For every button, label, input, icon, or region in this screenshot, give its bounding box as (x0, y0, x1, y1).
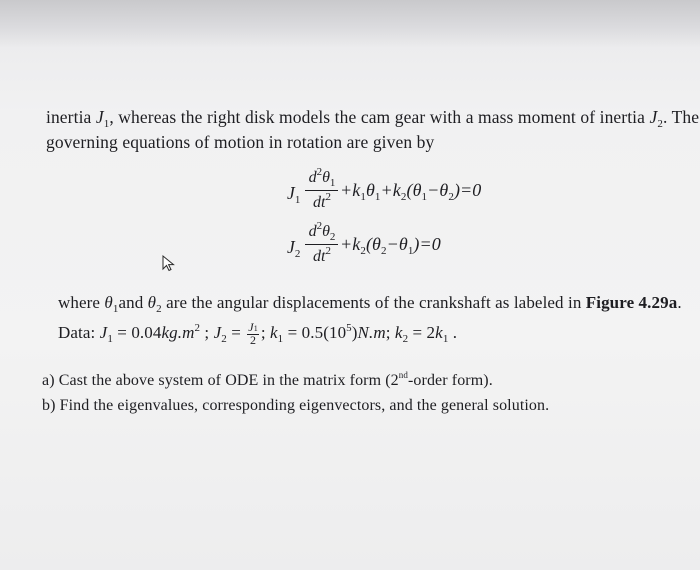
text: inertia (46, 107, 96, 127)
text: = 0.5(10 (283, 323, 347, 342)
sub: 1 (329, 177, 336, 189)
sup: 2 (316, 166, 323, 178)
sub: 1 (253, 324, 258, 334)
sub: 1 (374, 191, 381, 203)
symbol-J1: J (95, 107, 104, 127)
text: . The (662, 107, 700, 127)
symbol-k1: k (435, 323, 443, 342)
text: dt (313, 248, 326, 265)
mouse-cursor-icon (160, 254, 178, 272)
symbol-k1: k (270, 323, 278, 342)
sub: 2 (402, 333, 409, 345)
symbol-theta1: θ (104, 293, 113, 312)
text: dt (313, 194, 326, 211)
symbol-k2: k (394, 323, 403, 342)
text: θ (322, 223, 330, 240)
inline-fraction (247, 322, 259, 346)
text: (θ (365, 234, 381, 254)
text: )=0 (453, 180, 482, 200)
inline-fraction-den: 2 (249, 333, 257, 348)
text: and (118, 293, 148, 312)
text: = 2 (408, 323, 436, 342)
text: θ (322, 169, 330, 186)
text: where (58, 293, 105, 312)
where-line (58, 293, 682, 315)
sub: 1 (294, 194, 301, 206)
sub: 2 (156, 303, 162, 315)
symbol-J2: J (213, 323, 222, 342)
data-label: Data: (58, 323, 100, 342)
text: J (287, 237, 295, 257)
sub: 2 (448, 191, 454, 203)
sub: 2 (360, 245, 366, 257)
sub: 1 (103, 118, 110, 130)
question-b: b) Find the eigenvalues, corresponding eigenvectors, and the general solution. (42, 397, 550, 414)
text: ; (260, 323, 270, 342)
text: d (308, 223, 317, 240)
data-line (58, 322, 457, 346)
text: . (448, 323, 458, 342)
unit: N.m (357, 323, 386, 342)
sub: 1 (442, 333, 449, 345)
sub: 2 (381, 245, 387, 257)
symbol-J1: J (99, 323, 108, 342)
text: +k (380, 180, 401, 200)
text: = 0.04 (112, 323, 162, 342)
eq1-lhs (287, 183, 300, 206)
eq2-rhs (340, 234, 441, 257)
sub: 2 (221, 333, 227, 345)
sub: 2 (294, 248, 301, 260)
unit: kg.m (161, 323, 195, 342)
sup: 2 (316, 220, 323, 232)
para1-line1 (46, 107, 699, 130)
text: +k (340, 234, 361, 254)
text: ; (200, 323, 214, 342)
sub: 1 (112, 303, 119, 315)
sub: 2 (657, 118, 663, 130)
sup: 5 (346, 322, 352, 334)
text: ) (351, 323, 358, 342)
text: θ (365, 180, 375, 200)
figure-reference: Figure 4.29a (585, 293, 678, 312)
text: +k (340, 180, 361, 200)
text: ; (385, 323, 395, 342)
eq1-denominator (304, 191, 340, 212)
sub: 2 (329, 231, 336, 243)
text: −θ (386, 234, 408, 254)
text: d (308, 169, 317, 186)
sub: 1 (421, 191, 428, 203)
text: J (248, 320, 254, 335)
sup: 2 (325, 245, 331, 257)
sub: 1 (277, 333, 284, 345)
sup: 2 (325, 191, 331, 203)
eq1-numerator (304, 166, 340, 189)
eq2-denominator (304, 245, 340, 266)
para1-line2: governing equations of motion in rotation are given by (46, 132, 435, 152)
sub: 1 (407, 245, 414, 257)
text: (θ (406, 180, 422, 200)
text: -order form). (407, 372, 493, 389)
sub: 1 (107, 333, 113, 345)
symbol-J2: J (649, 107, 658, 127)
sup: 2 (194, 322, 201, 334)
sup: nd (398, 370, 408, 380)
text: a) Cast the above system of ODE in the matrix form (2 (42, 372, 399, 389)
text: , whereas the right disk models the cam gear with a mass moment of inertia (109, 107, 650, 127)
symbol-theta2: θ (147, 293, 157, 312)
text: . (677, 293, 682, 312)
eq1-rhs (340, 180, 481, 203)
sub: 2 (400, 191, 407, 203)
text: J (287, 183, 295, 203)
sub: 1 (360, 191, 366, 203)
text: −θ (427, 180, 449, 200)
text: )=0 (413, 234, 441, 254)
text: are the angular displacements of the crankshaft as labeled in (161, 293, 586, 312)
eq2-numerator (304, 220, 340, 243)
question-a (42, 370, 493, 390)
text: = (226, 323, 246, 342)
eq2-lhs (287, 237, 300, 260)
